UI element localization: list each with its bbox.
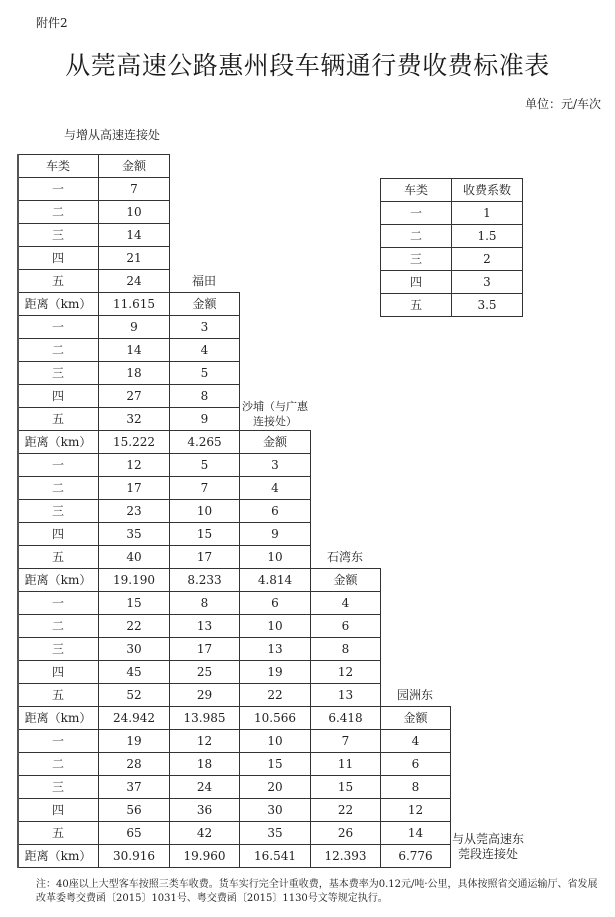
distance-value: 4.265 [169,430,240,454]
fee-cell: 35 [239,821,311,845]
unit-label: 单位：元/车次 [524,97,601,111]
fee-cell: 18 [98,361,170,385]
fee-cell: 45 [98,660,170,684]
fee-cell: 21 [98,246,170,270]
fee-cell: 4 [310,591,381,615]
station-amount-header: 金额 [310,568,381,592]
fee-cell: 13 [169,614,240,638]
fee-cell: 10 [98,200,170,224]
distance-value: 10.566 [239,706,311,730]
station-amount-header: 金额 [380,706,451,730]
coef-value-cell: 2 [451,247,523,271]
fee-cell: 52 [98,683,170,707]
fee-cell: 8 [380,775,451,799]
fee-cell: 4 [239,476,311,500]
distance-label: 距离（km） [17,844,99,868]
fee-cell: 19 [98,729,170,753]
distance-value: 30.916 [98,844,170,868]
distance-value: 8.233 [169,568,240,592]
distance-label: 距离（km） [17,292,99,316]
distance-value: 11.615 [98,292,170,316]
coef-class-cell: 一 [380,201,452,225]
vehicle-class-cell: 二 [17,752,99,776]
fee-cell: 8 [169,591,240,615]
fee-cell: 9 [169,407,240,431]
fee-cell: 14 [98,223,170,247]
fee-cell: 7 [169,476,240,500]
vehicle-class-cell: 二 [17,614,99,638]
vehicle-class-cell: 三 [17,499,99,523]
fee-cell: 6 [310,614,381,638]
fee-cell: 8 [310,637,381,661]
fee-cell: 32 [98,407,170,431]
fee-cell: 13 [310,683,381,707]
coef-header-class: 车类 [380,178,452,202]
distance-label: 距离（km） [17,430,99,454]
fee-cell: 14 [98,338,170,362]
fee-cell: 10 [169,499,240,523]
fee-cell: 27 [98,384,170,408]
fee-cell: 30 [98,637,170,661]
fee-cell: 6 [239,591,311,615]
fee-cell: 22 [98,614,170,638]
fee-cell: 28 [98,752,170,776]
vehicle-class-cell: 五 [17,545,99,569]
vehicle-class-cell: 一 [17,177,99,201]
vehicle-class-cell: 三 [17,223,99,247]
fee-cell: 22 [239,683,311,707]
fee-cell: 30 [239,798,311,822]
fee-cell: 26 [310,821,381,845]
fee-cell: 6 [239,499,311,523]
coef-value-cell: 3 [451,270,523,294]
vehicle-class-cell: 四 [17,798,99,822]
fee-cell: 15 [98,591,170,615]
vehicle-class-cell: 一 [17,591,99,615]
fee-cell: 15 [239,752,311,776]
distance-value: 24.942 [98,706,170,730]
coef-value-cell: 1.5 [451,224,523,248]
fee-cell: 29 [169,683,240,707]
fee-cell: 5 [169,361,240,385]
fee-cell: 17 [98,476,170,500]
fee-cell: 22 [310,798,381,822]
fee-cell: 37 [98,775,170,799]
vehicle-class-cell: 三 [17,637,99,661]
station-amount-header: 金额 [239,430,311,454]
fee-cell: 40 [98,545,170,569]
station-name-label: 石湾东 [326,550,363,564]
vehicle-class-cell: 一 [17,729,99,753]
station-name-label: 福田 [191,274,216,288]
fee-cell: 56 [98,798,170,822]
coef-class-cell: 四 [380,270,452,294]
vehicle-class-cell: 三 [17,361,99,385]
fee-cell: 23 [98,499,170,523]
fee-cell: 8 [169,384,240,408]
distance-value: 19.960 [169,844,240,868]
fee-cell: 35 [98,522,170,546]
vehicle-class-cell: 四 [17,522,99,546]
vehicle-class-cell: 五 [17,269,99,293]
distance-value: 6.776 [380,844,451,868]
fee-cell: 6 [380,752,451,776]
station-amount-header: 金额 [169,292,240,316]
fee-cell: 7 [310,729,381,753]
fee-cell: 4 [380,729,451,753]
coef-value-cell: 1 [451,201,523,225]
fee-cell: 3 [169,315,240,339]
fee-cell: 18 [169,752,240,776]
vehicle-class-cell: 五 [17,821,99,845]
origin-station-label: 与增从高速连接处 [64,128,161,142]
coef-class-cell: 五 [380,293,452,317]
station-name-label: 沙埔（与广惠连接处） [242,400,308,428]
fee-cell: 15 [169,522,240,546]
header-amount: 金额 [98,154,170,178]
end-station-label: 与从莞高速东莞段连接处 [452,832,525,861]
coef-header-coefficient: 收费系数 [451,178,523,202]
vehicle-class-cell: 一 [17,453,99,477]
fee-cell: 25 [169,660,240,684]
fee-cell: 10 [239,614,311,638]
table-left-border [17,154,19,868]
page-title: 从莞高速公路惠州段车辆通行费收费标准表 [65,51,550,80]
fee-cell: 12 [380,798,451,822]
vehicle-class-cell: 五 [17,683,99,707]
fee-cell: 36 [169,798,240,822]
fee-cell: 12 [169,729,240,753]
header-vehicle-class: 车类 [17,154,99,178]
vehicle-class-cell: 四 [17,246,99,270]
fee-cell: 5 [169,453,240,477]
fee-cell: 3 [239,453,311,477]
distance-value: 19.190 [98,568,170,592]
distance-value: 16.541 [239,844,311,868]
fee-cell: 10 [239,729,311,753]
distance-value: 12.393 [310,844,381,868]
fee-cell: 19 [239,660,311,684]
fee-cell: 15 [310,775,381,799]
fee-cell: 17 [169,637,240,661]
fee-cell: 9 [239,522,311,546]
attachment-label: 附件2 [36,16,68,30]
fee-cell: 65 [98,821,170,845]
fee-cell: 24 [98,269,170,293]
vehicle-class-cell: 二 [17,200,99,224]
distance-value: 13.985 [169,706,240,730]
vehicle-class-cell: 四 [17,384,99,408]
fee-cell: 10 [239,545,311,569]
fee-cell: 4 [169,338,240,362]
fee-cell: 12 [310,660,381,684]
fee-cell: 17 [169,545,240,569]
coef-value-cell: 3.5 [451,293,523,317]
fee-cell: 11 [310,752,381,776]
coef-class-cell: 二 [380,224,452,248]
vehicle-class-cell: 二 [17,476,99,500]
vehicle-class-cell: 一 [17,315,99,339]
distance-label: 距离（km） [17,568,99,592]
vehicle-class-cell: 四 [17,660,99,684]
fee-cell: 9 [98,315,170,339]
fee-cell: 7 [98,177,170,201]
footnote: 注：40座以上大型客车按照三类车收费。货车实行完全计重收费，基本费率为0.12元/吨·公里，具体按照省交通运输厅、省发展改革委粤交费函〔2015〕1031号、粤交费函〔2015〕1130号文等规定执行。 [36,879,598,904]
fee-cell: 13 [239,637,311,661]
fee-cell: 24 [169,775,240,799]
fee-cell: 20 [239,775,311,799]
vehicle-class-cell: 五 [17,407,99,431]
distance-value: 6.418 [310,706,381,730]
fee-cell: 42 [169,821,240,845]
vehicle-class-cell: 三 [17,775,99,799]
vehicle-class-cell: 二 [17,338,99,362]
fee-cell: 12 [98,453,170,477]
distance-label: 距离（km） [17,706,99,730]
coef-class-cell: 三 [380,247,452,271]
distance-value: 15.222 [98,430,170,454]
station-name-label: 园洲东 [396,688,433,702]
fee-cell: 14 [380,821,451,845]
distance-value: 4.814 [239,568,311,592]
